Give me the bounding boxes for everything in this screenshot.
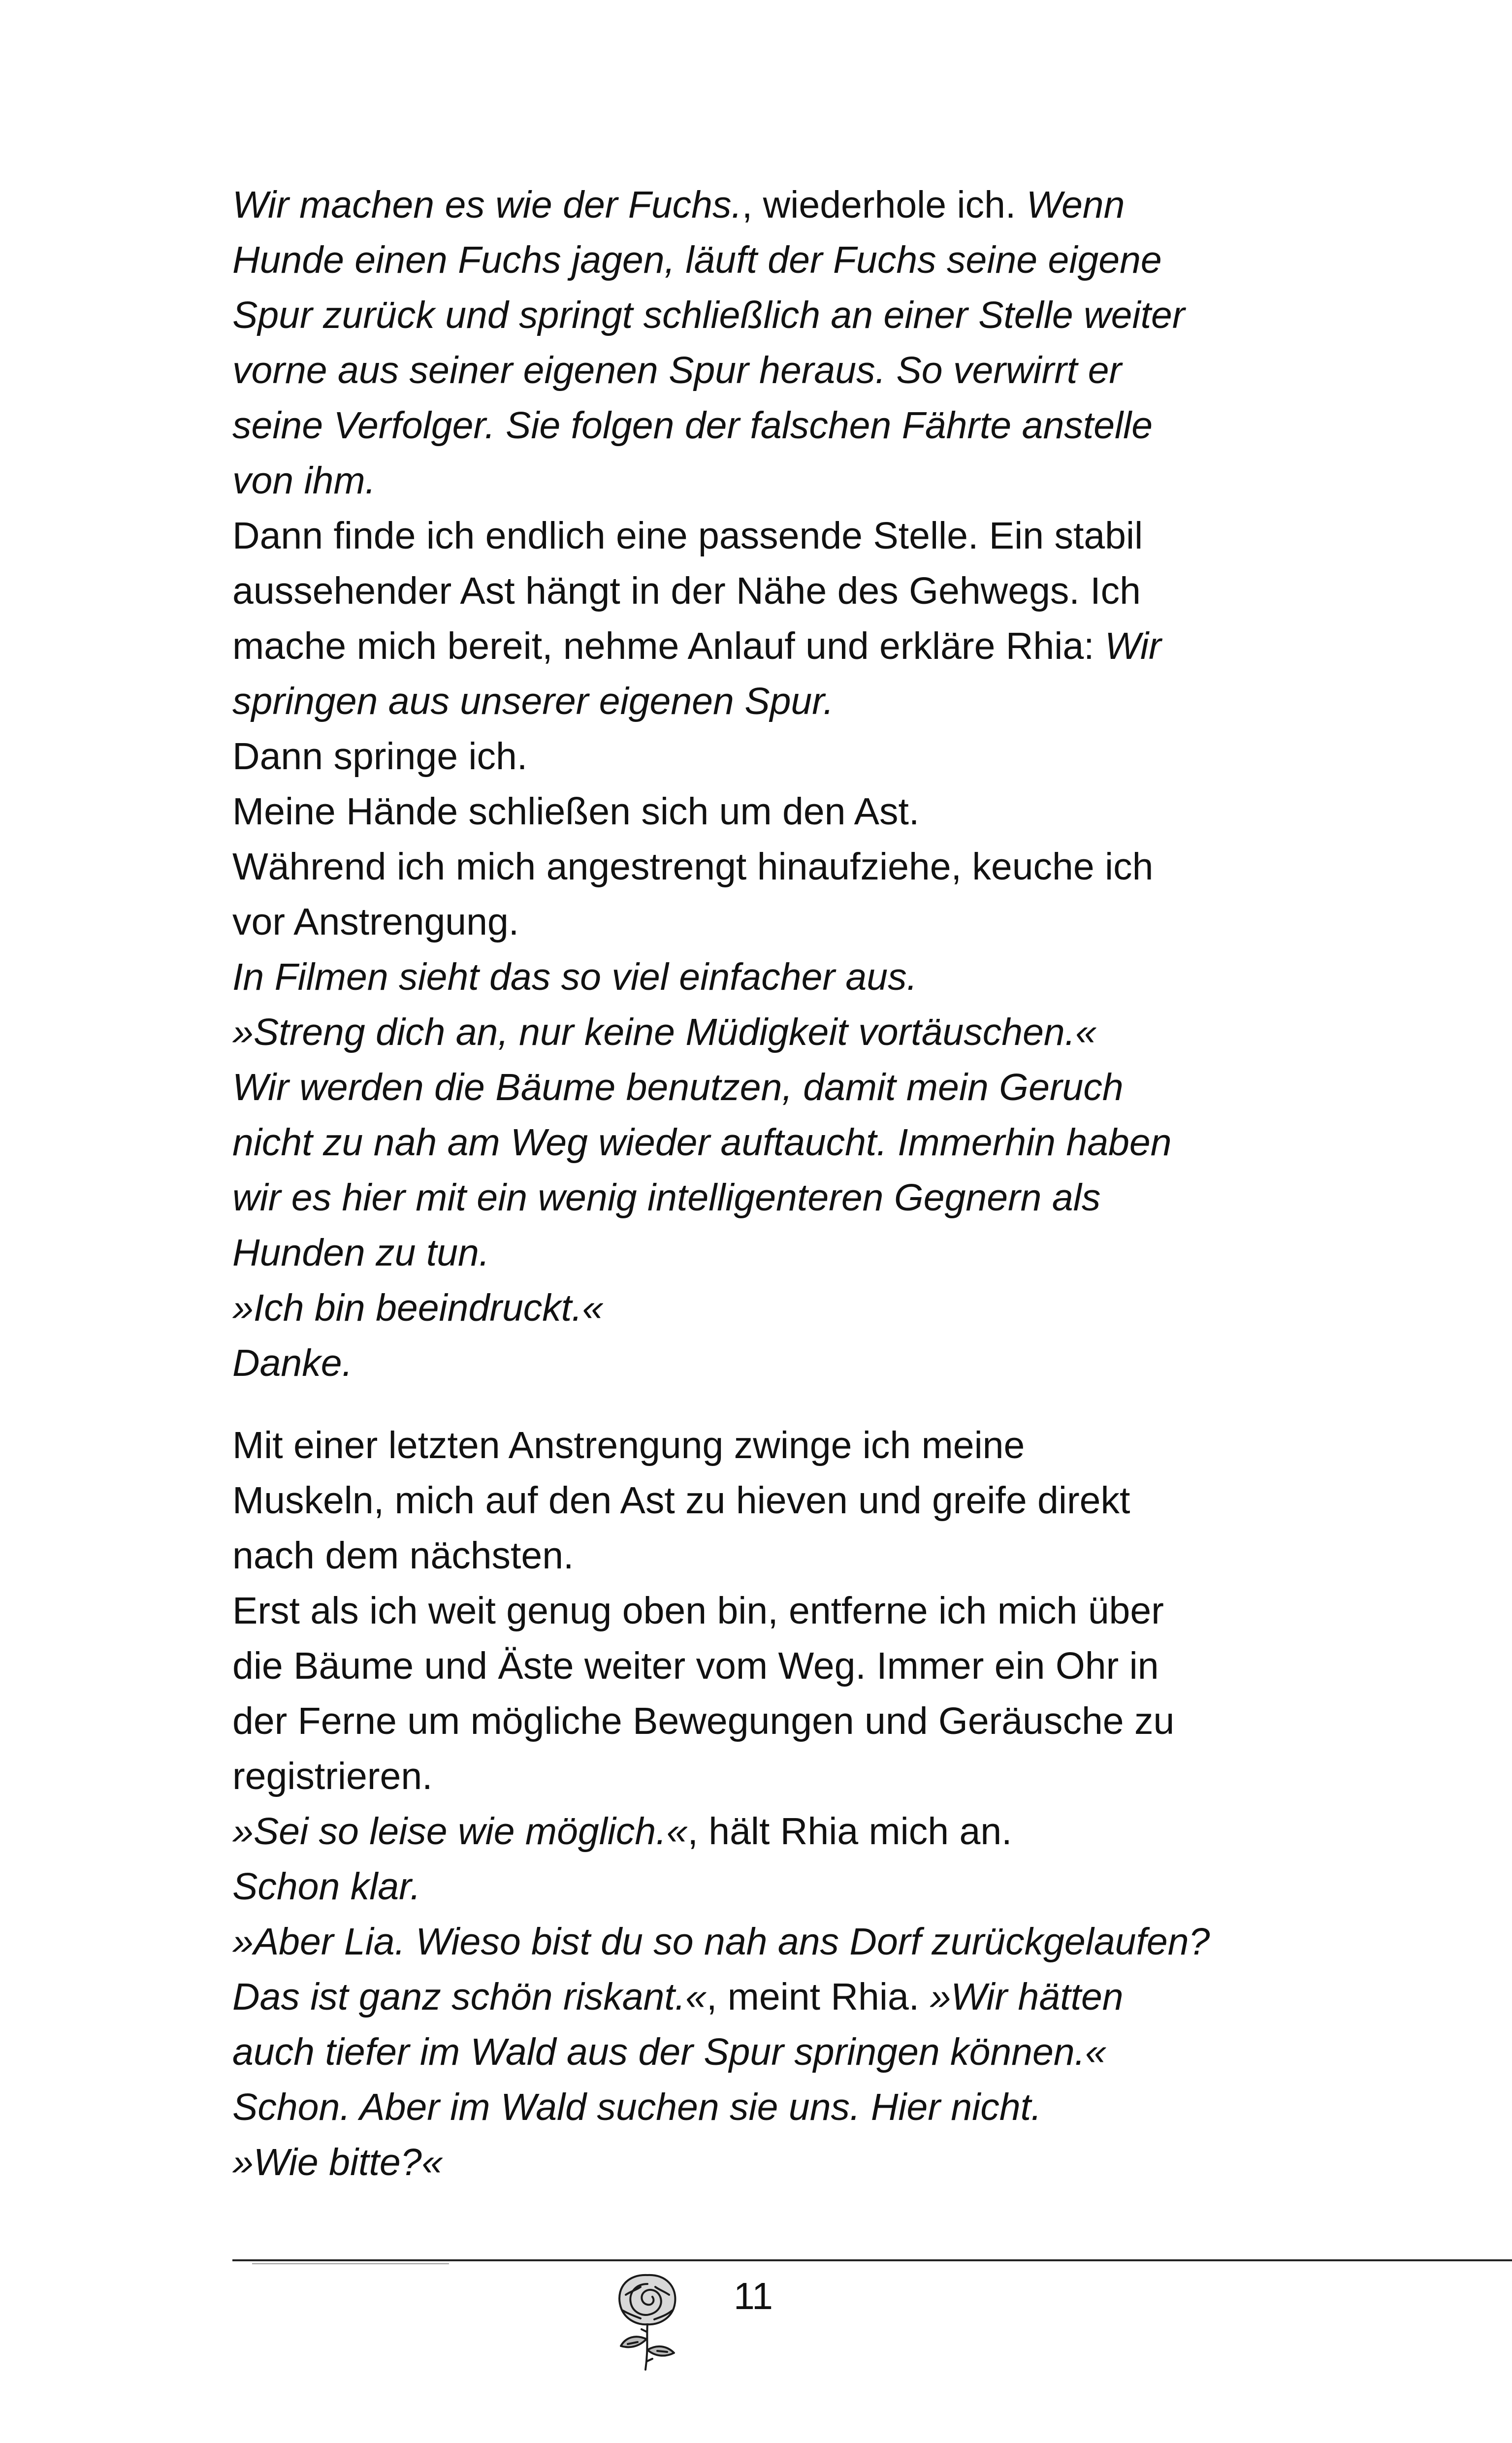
text-line [232, 1005, 1316, 1060]
text-line [232, 563, 1316, 619]
italic-text-segment: Schon. Aber im Wald suchen sie uns. Hier nicht. [232, 2086, 1042, 2128]
italic-text-segment: Spur zurück und springt schließlich an einer Stelle weiter [232, 294, 1185, 336]
text-line [232, 1418, 1316, 1473]
text-line [232, 1280, 1316, 1336]
text-line [232, 398, 1316, 453]
italic-text-segment: Schon klar. [232, 1865, 421, 1908]
text-segment: Dann finde ich endlich eine passende Stelle. Ein stabil [232, 515, 1143, 557]
text-line [232, 619, 1316, 674]
italic-text-segment: »Wir hätten [930, 1976, 1124, 2018]
rose-icon [608, 2265, 687, 2374]
italic-text-segment: »Ich bin beeindruckt.« [232, 1287, 604, 1329]
footer-divider [232, 2259, 1512, 2261]
italic-text-segment: Hunden zu tun. [232, 1232, 490, 1274]
text-line [232, 1969, 1316, 2024]
page-body-text [232, 177, 1316, 2190]
italic-text-segment: auch tiefer im Wald aus der Spur springen können.« [232, 2031, 1106, 2073]
text-segment: Dann springe ich. [232, 735, 528, 778]
italic-text-segment: wir es hier mit ein wenig intelligenteren Gegnern als [232, 1176, 1101, 1219]
text-line [232, 1804, 1316, 1859]
italic-text-segment: »Aber Lia. Wieso bist du so nah ans Dorf zurückgelaufen? [232, 1921, 1210, 1963]
text-line [232, 2080, 1316, 2135]
text-line [232, 1473, 1316, 1528]
italic-text-segment: »Streng dich an, nur keine Müdigkeit vortäuschen.« [232, 1011, 1096, 1053]
text-segment: , hält Rhia mich an. [687, 1810, 1012, 1853]
text-line [232, 894, 1316, 949]
italic-text-segment: Danke. [232, 1342, 353, 1384]
text-segment: die Bäume und Äste weiter vom Weg. Immer ein Ohr in [232, 1645, 1159, 1687]
text-line [232, 1859, 1316, 1914]
text-segment: vor Anstrengung. [232, 901, 519, 943]
italic-text-segment: Wir [1104, 625, 1161, 667]
text-line [232, 729, 1316, 784]
text-line [232, 1528, 1316, 1583]
text-line [232, 1749, 1316, 1804]
italic-text-segment: springen aus unserer eigenen Spur. [232, 680, 834, 722]
text-line [232, 1914, 1316, 1969]
text-segment: registrieren. [232, 1755, 433, 1797]
text-segment: nach dem nächsten. [232, 1534, 574, 1577]
text-segment: Erst als ich weit genug oben bin, entferne ich mich über [232, 1590, 1164, 1632]
page-number: 11 [734, 2275, 773, 2317]
italic-text-segment: Hunde einen Fuchs jagen, läuft der Fuchs seine eigene [232, 239, 1162, 281]
text-line [232, 232, 1316, 288]
text-line [232, 453, 1316, 508]
text-segment: , wiederhole ich. [741, 184, 1027, 226]
text-line [232, 177, 1316, 232]
text-segment: Meine Hände schließen sich um den Ast. [232, 790, 920, 833]
italic-text-segment: In Filmen sieht das so viel einfacher aus. [232, 956, 917, 998]
italic-text-segment: »Sei so leise wie möglich.« [232, 1810, 688, 1853]
italic-text-segment: seine Verfolger. Sie folgen der falschen Fährte anstelle [232, 404, 1153, 447]
text-line [232, 1115, 1316, 1170]
italic-text-segment: von ihm. [232, 459, 376, 502]
text-segment: , meint Rhia. [706, 1976, 930, 2018]
text-line [232, 1694, 1316, 1749]
text-segment: mache mich bereit, nehme Anlauf und erkläre Rhia: [232, 625, 1105, 667]
text-line [232, 949, 1316, 1005]
italic-text-segment: nicht zu nah am Weg wieder auftaucht. Immerhin haben [232, 1121, 1172, 1164]
text-line [232, 1336, 1316, 1391]
text-segment: Muskeln, mich auf den Ast zu hieven und greife direkt [232, 1479, 1130, 1522]
text-line [232, 1170, 1316, 1225]
text-line [232, 1225, 1316, 1280]
text-line [232, 1060, 1316, 1115]
text-line [232, 839, 1316, 894]
italic-text-segment: vorne aus seiner eigenen Spur heraus. So verwirrt er [232, 349, 1122, 391]
text-line [232, 288, 1316, 343]
text-segment: aussehender Ast hängt in der Nähe des Gehwegs. Ich [232, 570, 1141, 612]
text-line [232, 343, 1316, 398]
italic-text-segment: Wenn [1026, 184, 1125, 226]
text-segment: der Ferne um mögliche Bewegungen und Geräusche zu [232, 1700, 1175, 1742]
text-segment: Während ich mich angestrengt hinaufziehe, keuche ich [232, 846, 1154, 888]
text-segment: Mit einer letzten Anstrengung zwinge ich meine [232, 1424, 1025, 1466]
text-line [232, 1583, 1316, 1638]
italic-text-segment: Das ist ganz schön riskant.« [232, 1976, 707, 2018]
text-line [232, 674, 1316, 729]
italic-text-segment: Wir werden die Bäume benutzen, damit mein Geruch [232, 1066, 1124, 1108]
text-line [232, 2024, 1316, 2080]
text-line [232, 784, 1316, 839]
text-line [232, 2135, 1316, 2190]
italic-text-segment: »Wie bitte?« [232, 2141, 443, 2183]
italic-text-segment: Wir machen es wie der Fuchs. [232, 184, 742, 226]
text-line [232, 508, 1316, 563]
text-line [232, 1638, 1316, 1694]
